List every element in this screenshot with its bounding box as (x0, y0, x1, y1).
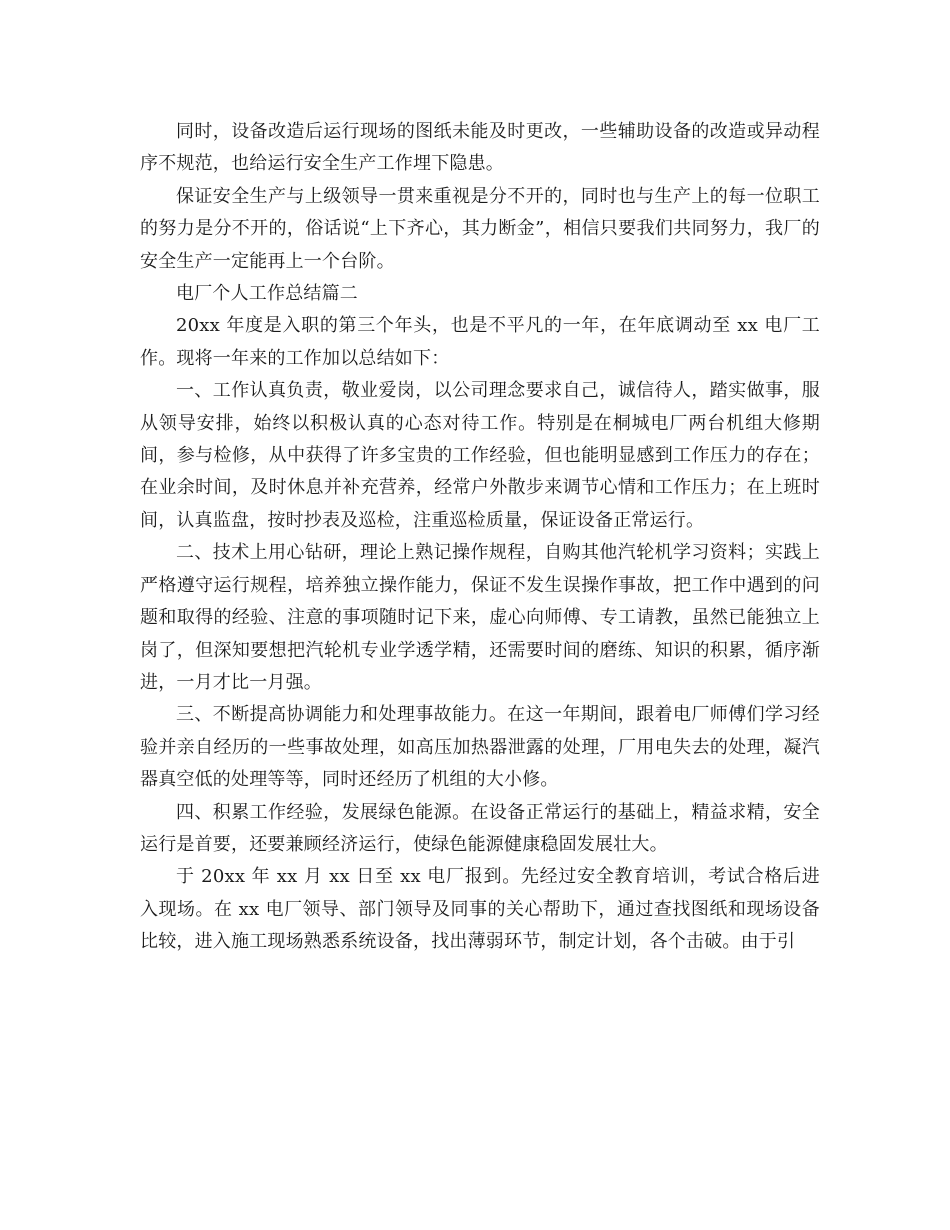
paragraph-intro: 20xx 年度是入职的第三个年头，也是不平凡的一年，在年底调动至 xx 电厂工作。现将一年来的工作加以总结如下： (140, 315, 820, 369)
paragraph-point-four: 四、积累工作经验，发展绿色能源。在设备正常运行的基础上，精益求精，安全运行是首要，还要兼顾经济运行，使绿色能源健康稳固发展壮大。 (140, 801, 820, 855)
paragraph-equipment-drawings: 同时，设备改造后运行现场的图纸未能及时更改，一些辅助设备的改造或异动程序不规范，也给运行安全生产工作埋下隐患。 (140, 121, 820, 175)
paragraph-point-two: 二、技术上用心钻研，理论上熟记操作规程，自购其他汽轮机学习资料；实践上严格遵守运行规程，培养独立操作能力，保证不发生误操作事故，把工作中遇到的问题和取得的经验、注意的事项随时记下来，虚心向师傅、专工请教，虽然已能独立上岗了，但深知要想把汽轮机专业学透学精，还需要时间的磨练、知识的积累，循序渐进，一月才比一月强。 (140, 542, 820, 693)
paragraph-report-arrival: 于 20xx 年 xx 月 xx 日至 xx 电厂报到。先经过安全教育培训，考试合格后进入现场。在 xx 电厂领导、部门领导及同事的关心帮助下，通过查找图纸和现场设备比较，进入施工现场熟悉系统设备，找出薄弱环节，制定计划，各个击破。由于引 (140, 866, 820, 953)
document-body (140, 116, 820, 959)
paragraph-point-one: 一、工作认真负责，敬业爱岗，以公司理念要求自己，诚信待人，踏实做事，服从领导安排，始终以积极认真的心态对待工作。特别是在桐城电厂两台机组大修期间，参与检修，从中获得了许多宝贵的工作经验，但也能明显感到工作压力的存在；在业余时间，及时休息并补充营养，经常户外散步来调节心情和工作压力；在上班时间，认真监盘，按时抄表及巡检，注重巡检质量，保证设备正常运行。 (140, 380, 820, 531)
paragraph-point-three: 三、不断提高协调能力和处理事故能力。在这一年期间，跟着电厂师傅们学习经验并亲自经历的一些事故处理，如高压加热器泄露的处理，厂用电失去的处理，凝汽器真空低的处理等等，同时还经历了机组的大小修。 (140, 704, 820, 791)
paragraph-safety-production: 保证安全生产与上级领导一贯来重视是分不开的，同时也与生产上的每一位职工的努力是分不开的，俗话说“上下齐心，其力断金”，相信只要我们共同努力，我厂的安全生产一定能再上一个台阶。 (140, 185, 820, 272)
section-heading: 电厂个人工作总结篇二 (176, 283, 358, 305)
